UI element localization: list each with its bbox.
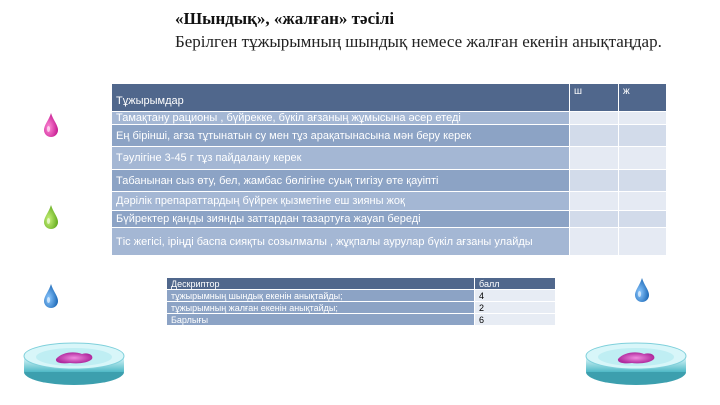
- table-row: [167, 314, 556, 326]
- table-row: [112, 125, 667, 147]
- petri-dish-icon: [584, 338, 688, 388]
- instruction-text: Берілген тұжырымның шындық немесе жалған екенін анықтаңдар.: [175, 32, 662, 51]
- table-row: [112, 192, 667, 211]
- header-descriptor: Дескриптор: [167, 278, 475, 290]
- blue-drop-icon: [634, 277, 650, 303]
- true-answer-cell[interactable]: [570, 170, 619, 192]
- statement-text: Дәрілік препараттардың бүйрек қызметіне еш зияны жоқ: [112, 192, 570, 211]
- descriptor-table: [166, 277, 556, 326]
- true-answer-cell[interactable]: [570, 211, 619, 228]
- blue-drop-icon: [43, 283, 59, 309]
- false-answer-cell[interactable]: [619, 170, 667, 192]
- statement-text: Тамақтану рационы , бүйрекке, бүкіл ағзаның жұмысына әсер етеді: [112, 112, 570, 125]
- false-answer-cell[interactable]: [619, 125, 667, 147]
- false-answer-cell[interactable]: [619, 192, 667, 211]
- header-points: балл: [475, 278, 556, 290]
- false-answer-cell[interactable]: [619, 112, 667, 125]
- table-row: [112, 211, 667, 228]
- petri-dish-icon: [22, 338, 126, 388]
- header-statements: Тұжырымдар: [112, 84, 570, 112]
- title-block: [175, 8, 695, 54]
- slide-title: «Шындық», «жалған» тәсілі: [175, 9, 395, 28]
- points-value: 2: [475, 302, 556, 314]
- points-value: 6: [475, 314, 556, 326]
- true-answer-cell[interactable]: [570, 192, 619, 211]
- table-row: [167, 302, 556, 314]
- table-row: [112, 228, 667, 256]
- descriptor-text: тұжырымның жалған екенін анықтайды;: [167, 302, 475, 314]
- points-value: 4: [475, 290, 556, 302]
- true-answer-cell[interactable]: [570, 112, 619, 125]
- green-drop-icon: [43, 204, 59, 230]
- true-answer-cell[interactable]: [570, 125, 619, 147]
- statement-text: Табанынан сыз өту, бел, жамбас бөлігіне суық тигізу өте қауіпті: [112, 170, 570, 192]
- magenta-drop-icon: [43, 112, 59, 138]
- table-row: [112, 147, 667, 170]
- false-answer-cell[interactable]: [619, 211, 667, 228]
- true-answer-cell[interactable]: [570, 228, 619, 256]
- true-answer-cell[interactable]: [570, 147, 619, 170]
- statement-text: Ең бірінші, ағза тұтынатын су мен тұз арақатынасына мән беру керек: [112, 125, 570, 147]
- statement-text: Тіс жегісі, іріңді баспа сияқты созылмалы , жұқпалы аурулар бүкіл ағзаны улайды: [112, 228, 570, 256]
- table-row: [112, 112, 667, 125]
- statement-text: Бүйректер қанды зиянды заттардан тазартуға жауап береді: [112, 211, 570, 228]
- header-true: ш: [570, 84, 619, 112]
- header-false: ж: [619, 84, 667, 112]
- false-answer-cell[interactable]: [619, 147, 667, 170]
- table-row: [112, 170, 667, 192]
- descriptor-text: тұжырымның шындық екенін анықтайды;: [167, 290, 475, 302]
- false-answer-cell[interactable]: [619, 228, 667, 256]
- descriptor-text: Барлығы: [167, 314, 475, 326]
- table-row: [167, 290, 556, 302]
- statements-table: [111, 83, 667, 256]
- statement-text: Тәулігіне 3-45 г тұз пайдалану керек: [112, 147, 570, 170]
